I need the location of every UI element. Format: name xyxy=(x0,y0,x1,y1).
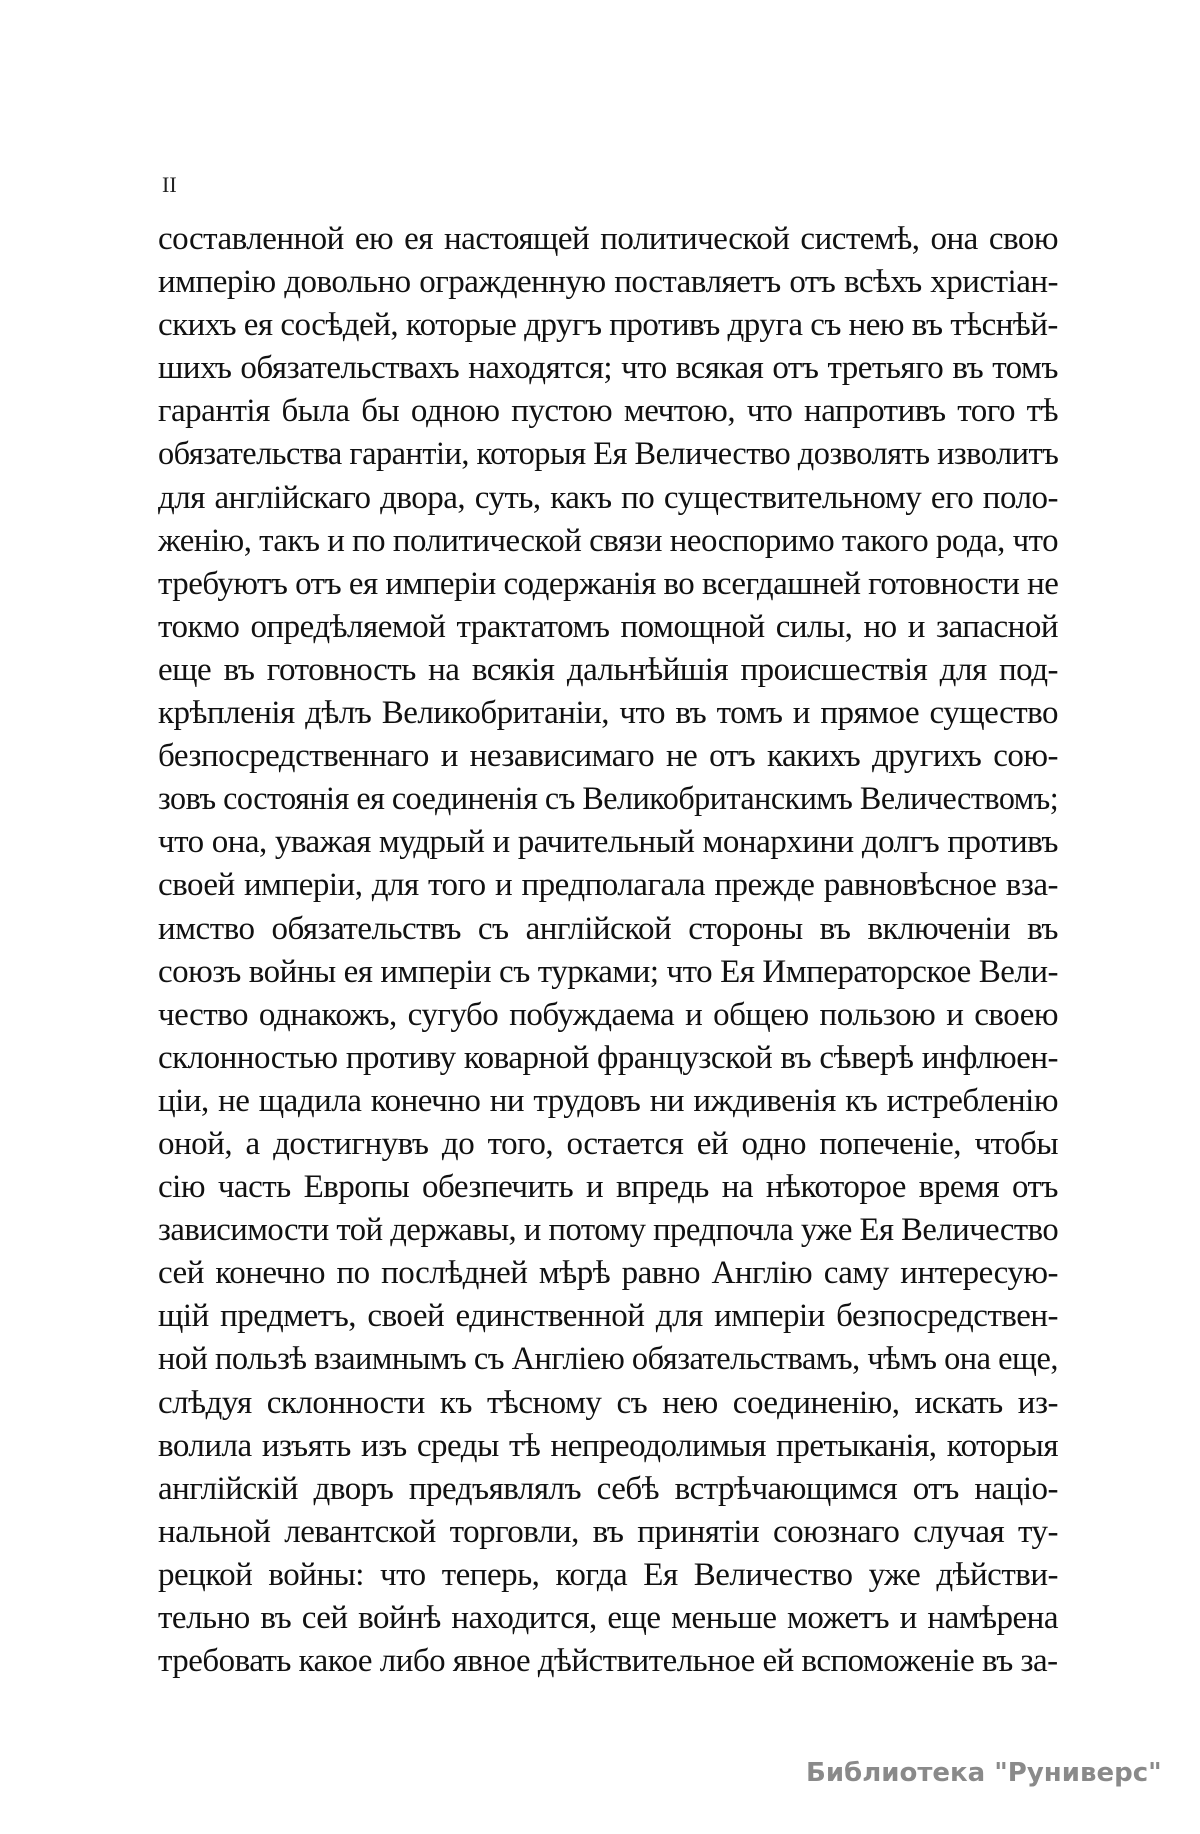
text-line: слѣдуя склонности къ тѣсному съ нею соединенію, искать из- xyxy=(158,1384,1058,1421)
text-line: рецкой войны: что теперь, когда Ея Величество уже дѣйстви- xyxy=(158,1556,1058,1593)
text-line: нальной левантской торговли, въ принятіи союзнаго случая ту- xyxy=(158,1513,1058,1550)
text-line: безпосредственнаго и независимаго не отъ какихъ другихъ сою- xyxy=(158,738,1058,775)
text-line: токмо опредѣляемой трактатомъ помощной силы, но и запасной xyxy=(158,608,1058,645)
text-line: сію часть Европы обезпечить и впредь на нѣкоторое время отъ xyxy=(158,1169,1058,1206)
library-watermark: Библиотека "Руниверс" xyxy=(806,1758,1162,1788)
text-line: склонностью противу коварной французской въ сѣверѣ инфлюен- xyxy=(158,1039,1058,1076)
text-line: крѣпленія дѣлъ Великобританіи, что въ томъ и прямое существо xyxy=(158,695,1058,732)
text-line: обязательства гарантіи, которыя Ея Величество дозволять изволитъ xyxy=(158,436,1059,473)
body-text xyxy=(158,218,1058,1683)
text-line: союзъ войны ея имперіи съ турками; что Ея Императорское Вели- xyxy=(158,953,1058,990)
text-line: имство обязательствъ съ англійской стороны въ включеніи въ xyxy=(158,910,1058,947)
text-line: требовать какое либо явное дѣйствительное ей вспоможеніе въ за- xyxy=(158,1643,1058,1680)
page-number: II xyxy=(162,172,177,197)
text-line: ной пользѣ взаимнымъ съ Англіею обязательствамъ, чѣмъ она еще, xyxy=(158,1341,1058,1378)
text-line: чество однакожъ, сугубо побуждаема и общею пользою и своею xyxy=(158,996,1058,1033)
text-line: оной, а достигнувъ до того, остается ей одно попеченіе, чтобы xyxy=(158,1125,1058,1162)
text-line: еще въ готовность на всякія дальнѣйшія происшествія для под- xyxy=(158,651,1058,688)
text-line: щій предметъ, своей единственной для имперіи безпосредствен- xyxy=(158,1298,1058,1335)
text-line: сей конечно по послѣдней мѣрѣ равно Англію саму интересую- xyxy=(158,1255,1058,1292)
text-line: имперію довольно огражденную поставляетъ отъ всѣхъ христіан- xyxy=(158,264,1058,301)
text-line: скихъ ея сосѣдей, которые другъ противъ друга съ нею въ тѣснѣй- xyxy=(158,307,1058,344)
text-line: для англійскаго двора, суть, какъ по существительному его поло- xyxy=(158,479,1058,516)
text-line: гарантія была бы одною пустою мечтою, что напротивъ того тѣ xyxy=(158,393,1058,430)
text-line: тельно въ сей войнѣ находится, еще меньше можетъ и намѣрена xyxy=(158,1600,1058,1636)
text-line: зависимости той державы, и потому предпочла уже Ея Величество xyxy=(158,1212,1059,1249)
text-line: составленной ею ея настоящей политической системѣ, она свою xyxy=(158,221,1058,257)
text-line: шихъ обязательствахъ находятся; что всякая отъ третьяго въ томъ xyxy=(158,350,1058,387)
text-line: зовъ состоянія ея соединенія съ Великобританскимъ Величествомъ; xyxy=(158,781,1059,818)
text-line: англійскій дворъ предъявлялъ себѣ встрѣчающимся отъ націо- xyxy=(158,1470,1058,1507)
text-line: женію, такъ и по политической связи неоспоримо такого рода, что xyxy=(158,522,1059,559)
text-line: что она, уважая мудрый и рачительный монархини долгъ противъ xyxy=(158,824,1058,861)
text-line: своей имперіи, для того и предполагала прежде равновѣсное вза- xyxy=(158,867,1058,904)
text-line: требуютъ отъ ея имперіи содержанія во всегдашней готовности не xyxy=(158,565,1059,602)
text-line: волила изъять изъ среды тѣ непреодолимыя претыканія, которыя xyxy=(158,1427,1058,1464)
text-line: ціи, не щадила конечно ни трудовъ ни иждивенія къ истребленію xyxy=(158,1082,1058,1119)
